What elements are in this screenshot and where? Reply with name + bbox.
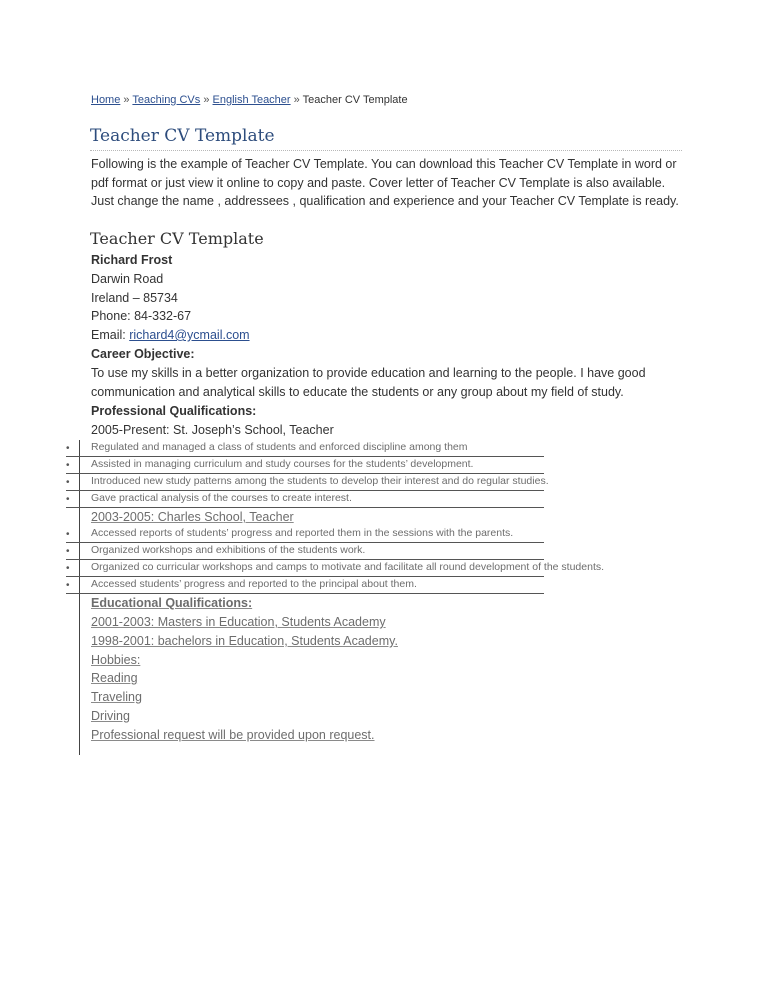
list-item-text: Organized workshops and exhibitions of the students work.	[91, 544, 366, 556]
hobby-driving: Driving	[91, 709, 130, 723]
list-item	[0, 474, 700, 491]
career-objective-text: To use my skills in a better organization to provide education and learning to the people. I have good communication and analytical skills to educate the students or any group about my field of study.	[91, 366, 646, 399]
bullet-icon: •	[66, 563, 70, 574]
cv-heading: Teacher CV Template	[90, 229, 264, 248]
hobby-reading: Reading	[91, 671, 138, 685]
list-item	[0, 577, 700, 594]
bullet-icon: •	[66, 443, 70, 454]
list-item-text: Organized co curricular workshops and camps to motivate and facilitate all round development of the students.	[91, 561, 605, 573]
bullet-icon: •	[66, 529, 70, 540]
email-label: Email:	[91, 328, 130, 342]
professional-qualifications-heading: Professional Qualifications:	[91, 404, 257, 418]
list-item-text: Regulated and managed a class of students and enforced discipline among them	[91, 441, 468, 453]
page-title: Teacher CV Template	[90, 126, 275, 146]
breadcrumb	[91, 94, 408, 106]
breadcrumb-english-teacher-link[interactable]: English Teacher	[212, 94, 291, 106]
bullet-icon: •	[66, 494, 70, 505]
title-divider	[90, 150, 682, 151]
bullet-icon: •	[66, 546, 70, 557]
education-entry-1: 2001-2003: Masters in Education, Students Academy	[91, 615, 386, 629]
list-item-text: Assisted in managing curriculum and study courses for the students’ development.	[91, 458, 474, 470]
address-street: Darwin Road	[91, 272, 164, 286]
list-item-text: Accessed students’ progress and reported to the principal about them.	[91, 578, 417, 590]
bullet-icon: •	[66, 460, 70, 471]
list-item	[0, 440, 700, 457]
list-item	[0, 491, 700, 508]
intro-paragraph: Following is the example of Teacher CV Template. You can download this Teacher CV Template in word or pdf format or just view it online to copy and paste. Cover letter of Teacher CV Template is also available. Just change the name , addressees , qualification and experience and your Teacher CV Template is ready.	[91, 157, 679, 208]
breadcrumb-home-link[interactable]: Home	[91, 94, 121, 106]
bullet-icon: •	[66, 477, 70, 488]
breadcrumb-teaching-cvs-link[interactable]: Teaching CVs	[132, 94, 201, 106]
education-entry-2: 1998-2001: bachelors in Education, Students Academy.	[91, 634, 398, 648]
breadcrumb-current: Teacher CV Template	[302, 94, 408, 106]
list-item-text: Accessed reports of students’ progress and reported them in the sessions with the parents.	[91, 527, 514, 539]
phone-line: Phone: 84-332-67	[91, 309, 192, 323]
breadcrumb-separator: »	[293, 94, 300, 106]
list-item	[0, 560, 700, 577]
breadcrumb-separator: »	[123, 94, 130, 106]
list-item	[0, 457, 700, 474]
career-objective-heading: Career Objective:	[91, 347, 195, 361]
email-link[interactable]: richard4@ycmail.com	[129, 328, 250, 342]
references-note: Professional request will be provided upon request.	[91, 728, 375, 742]
breadcrumb-separator: »	[203, 94, 210, 106]
list-item-text: Gave practical analysis of the courses to create interest.	[91, 492, 352, 504]
list-item-text: Introduced new study patterns among the students to develop their interest and do regular studies.	[91, 475, 549, 487]
job-title-2: 2003-2005: Charles School, Teacher	[91, 510, 294, 524]
email-line	[91, 326, 250, 344]
hobby-traveling: Traveling	[91, 690, 142, 704]
bullet-icon: •	[66, 580, 70, 591]
job-title-1: 2005-Present: St. Joseph’s School, Teacher	[91, 423, 334, 437]
candidate-name: Richard Frost	[91, 253, 173, 267]
list-item	[0, 543, 700, 560]
educational-qualifications-heading: Educational Qualifications:	[91, 596, 253, 610]
hobbies-heading: Hobbies:	[91, 653, 141, 667]
address-country: Ireland – 85734	[91, 291, 178, 305]
list-item	[0, 526, 700, 543]
